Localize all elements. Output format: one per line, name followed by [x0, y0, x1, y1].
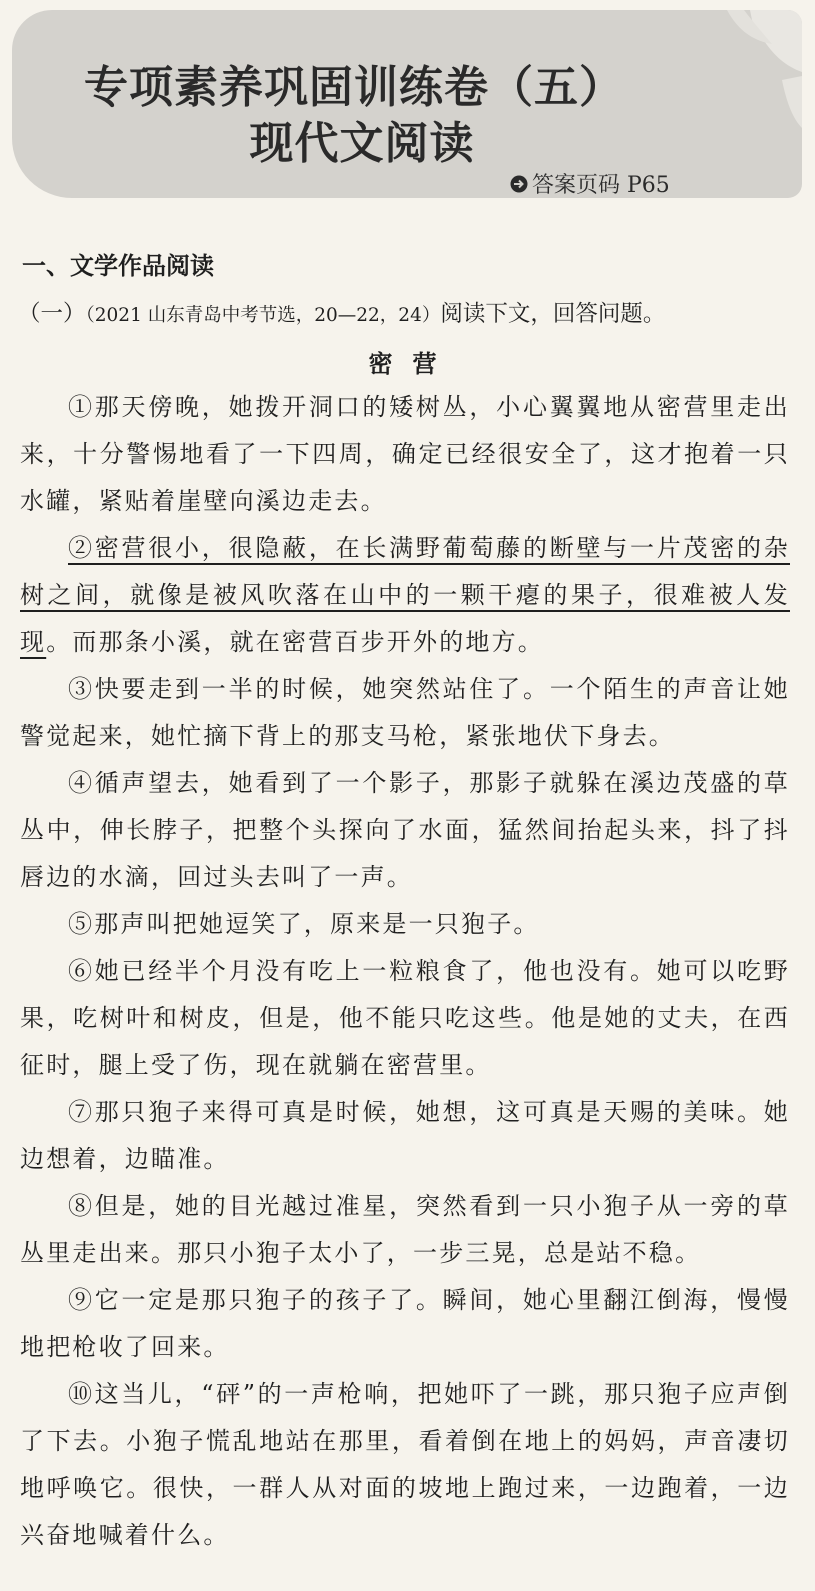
paragraph-8: ⑧但是，她的目光越过准星，突然看到一只小狍子从一旁的草丛里走出来。那只小狍子太小了，一步三晃，总是站不稳。 [20, 1192, 790, 1267]
paragraph-1: ①那天傍晚，她拨开洞口的矮树丛，小心翼翼地从密营里走出来，十分警惕地看了一下四周，确定已经很安全了，这才抱着一只水罐，紧贴着崖壁向溪边走去。 [20, 393, 790, 515]
answer-page-reference [510, 168, 670, 198]
paragraph-2 [20, 525, 790, 666]
paragraph-2-rest: 。而那条小溪，就在密营百步开外的地方。 [46, 628, 545, 656]
paragraph-6: ⑥她已经半个月没有吃上一粒粮食了，他也没有。她可以吃野果，吃树叶和树皮，但是，他不能只吃这些。他是她的丈夫，在西征时，腿上受了伤，现在就躺在密营里。 [20, 957, 790, 1079]
source-line [18, 296, 665, 328]
source-prefix: （一） [18, 301, 86, 327]
paragraph-3: ③快要走到一半的时候，她突然站住了。一个陌生的声音让她警觉起来，她忙摘下背上的那支马枪，紧张地伏下身去。 [20, 675, 790, 750]
paragraph-4: ④循声望去，她看到了一个影子，那影子就躲在溪边茂盛的草丛中，伸长脖子，把整个头探向了水面，猛然间抬起头来，抖了抖唇边的水滴，回过头去叫了一声。 [20, 769, 790, 891]
underlined-sentence: ②密营很小，很隐蔽，在长满野葡萄藤的断壁与一片茂密的杂树之间，就像是被风吹落在山中的一颗干瘪的果子，很难被人发现 [20, 534, 790, 656]
arrow-right-circle-icon [510, 175, 528, 193]
paragraph-9: ⑨它一定是那只狍子的孩子了。瞬间，她心里翻江倒海，慢慢地把枪收了回来。 [20, 1286, 790, 1361]
worksheet-title: 专项素养巩固训练卷（五） [84, 62, 624, 113]
section-heading: 一、文学作品阅读 [22, 252, 214, 280]
paragraph-5: ⑤那声叫把她逗笑了，原来是一只狍子。 [68, 910, 540, 938]
worksheet-subtitle: 现代文阅读 [249, 118, 475, 169]
article-body [20, 384, 790, 1559]
source-citation: （2021 山东青岛中考节选，20—22，24） [85, 305, 441, 326]
title-banner [12, 10, 802, 198]
article-title: 密营 [368, 350, 457, 378]
paragraph-7: ⑦那只狍子来得可真是时候，她想，这可真是天赐的美味。她边想着，边瞄准。 [20, 1098, 790, 1173]
paragraph-10: ⑩这当儿，“砰”的一声枪响，把她吓了一跳，那只狍子应声倒了下去。小狍子慌乱地站在那里，看着倒在地上的妈妈，声音凄切地呼唤它。很快，一群人从对面的坡地上跑过来，一边跑着，一边兴奋地喊着什么。 [20, 1380, 790, 1549]
answer-ref-text: 答案页码 P65 [532, 173, 670, 198]
source-instruction: 阅读下文，回答问题。 [440, 301, 666, 327]
